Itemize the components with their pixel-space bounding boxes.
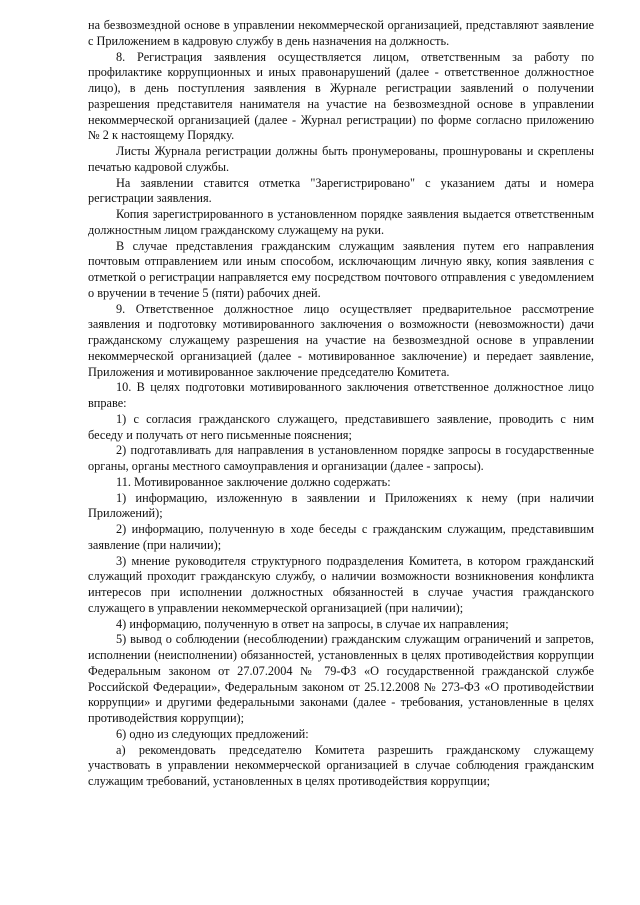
paragraph-11-item-4: 4) информацию, полученную в ответ на запросы, в случае их направления;	[116, 616, 509, 631]
paragraph-postal-submission: В случае представления гражданским служащим заявления путем его направления почтовым отправлением или иным способом, исключающим личную явку, копия заявления с отметкой о регистрации направляется ему посредством почтового отправления с уведомлением о вручении в течение 5 (пяти) рабочих дней.	[88, 238, 594, 300]
paragraph-11-contents: 11. Мотивированное заключение должно содержать:	[116, 474, 391, 489]
paragraph-11-item-5: 5) вывод о соблюдении (несоблюдении) гражданским служащим ограничений и запретов, исполнении (неисполнении) обязанностей, установленных в целях противодействия коррупции Федеральным законом от 27.07.2004 № 79-ФЗ «О государственной гражданской службе Российской Федерации», Федеральным законом от 25.12.2008 № 273-ФЗ «О противодействии коррупции» и другими федеральными законами (далее - требования, установленные в целях противодействия коррупции);	[88, 632, 594, 725]
paragraph-journal-sheets: Листы Журнала регистрации должны быть пронумерованы, прошнурованы и скреплены печатью кадровой службы.	[88, 144, 594, 174]
paragraph-10-item-2: 2) подготавливать для направления в установленном порядке запросы в государственные органы, органы местного самоуправления и организации (далее - запросы).	[88, 443, 594, 473]
paragraph-11-item-1: 1) информацию, изложенную в заявлении и Приложениях к нему (при наличии Приложений);	[88, 490, 594, 521]
paragraph-8-registration: 8. Регистрация заявления осуществляется лицом, ответственным за работу по профилактике коррупционных и иных правонарушений (далее - ответственное должностное лицо), в день поступления заявления в Журнале регистрации заявлений о получении разрешения представителя нанимателя на участие на безвозмездной основе в управлении некоммерческой организацией (далее - Журнал регистрации) по форме согласно приложению № 2 к настоящему Порядку.	[88, 49, 594, 143]
paragraph-11-item-6: 6) одно из следующих предложений:	[116, 726, 309, 741]
paragraph-copy-issued: Копия зарегистрированного в установленном порядке заявления выдается ответственным должностным лицом гражданскому служащему на руки.	[88, 207, 594, 237]
paragraph-9-preliminary-review: 9. Ответственное должностное лицо осуществляет предварительное рассмотрение заявления и подготовку мотивированного заключения о возможности (невозможности) дачи гражданскому служащему разрешения на участие на безвозмездной основе в управлении некоммерческой организацией (далее - мотивированное заключение) и передает заявление, Приложения и мотивированное заключение председателю Комитета.	[88, 301, 594, 379]
paragraph-11-item-6a: а) рекомендовать председателю Комитета разрешить гражданскому служащему участвовать в управлении некоммерческой организацией в случае соблюдения гражданским служащим требований, установленных в целях противодействия коррупции;	[88, 742, 594, 788]
paragraph-registered-mark: На заявлении ставится отметка "Зарегистрировано" с указанием даты и номера регистрации заявления.	[88, 175, 594, 206]
paragraph-10-rights: 10. В целях подготовки мотивированного заключения ответственное должностное лицо вправе:	[88, 380, 594, 410]
document-page	[88, 18, 594, 790]
paragraph-10-item-1: 1) с согласия гражданского служащего, представившего заявление, проводить с ним беседу и получать от него письменные пояснения;	[88, 411, 594, 442]
paragraph-intro: на безвозмездной основе в управлении некоммерческой организацией, представляют заявление с Приложением в кадровую службу в день назначения на должность.	[88, 18, 594, 48]
paragraph-11-item-2: 2) информацию, полученную в ходе беседы с гражданским служащим, представившим заявление (при наличии);	[88, 522, 594, 552]
paragraph-11-item-3: 3) мнение руководителя структурного подразделения Комитета, в котором гражданский служащий проходит гражданскую службу, о наличии возможности возникновения конфликта интересов при исполнении должностных обязанностей в случае участия гражданского служащего в управлении некоммерческой организацией (при наличии);	[88, 553, 594, 615]
